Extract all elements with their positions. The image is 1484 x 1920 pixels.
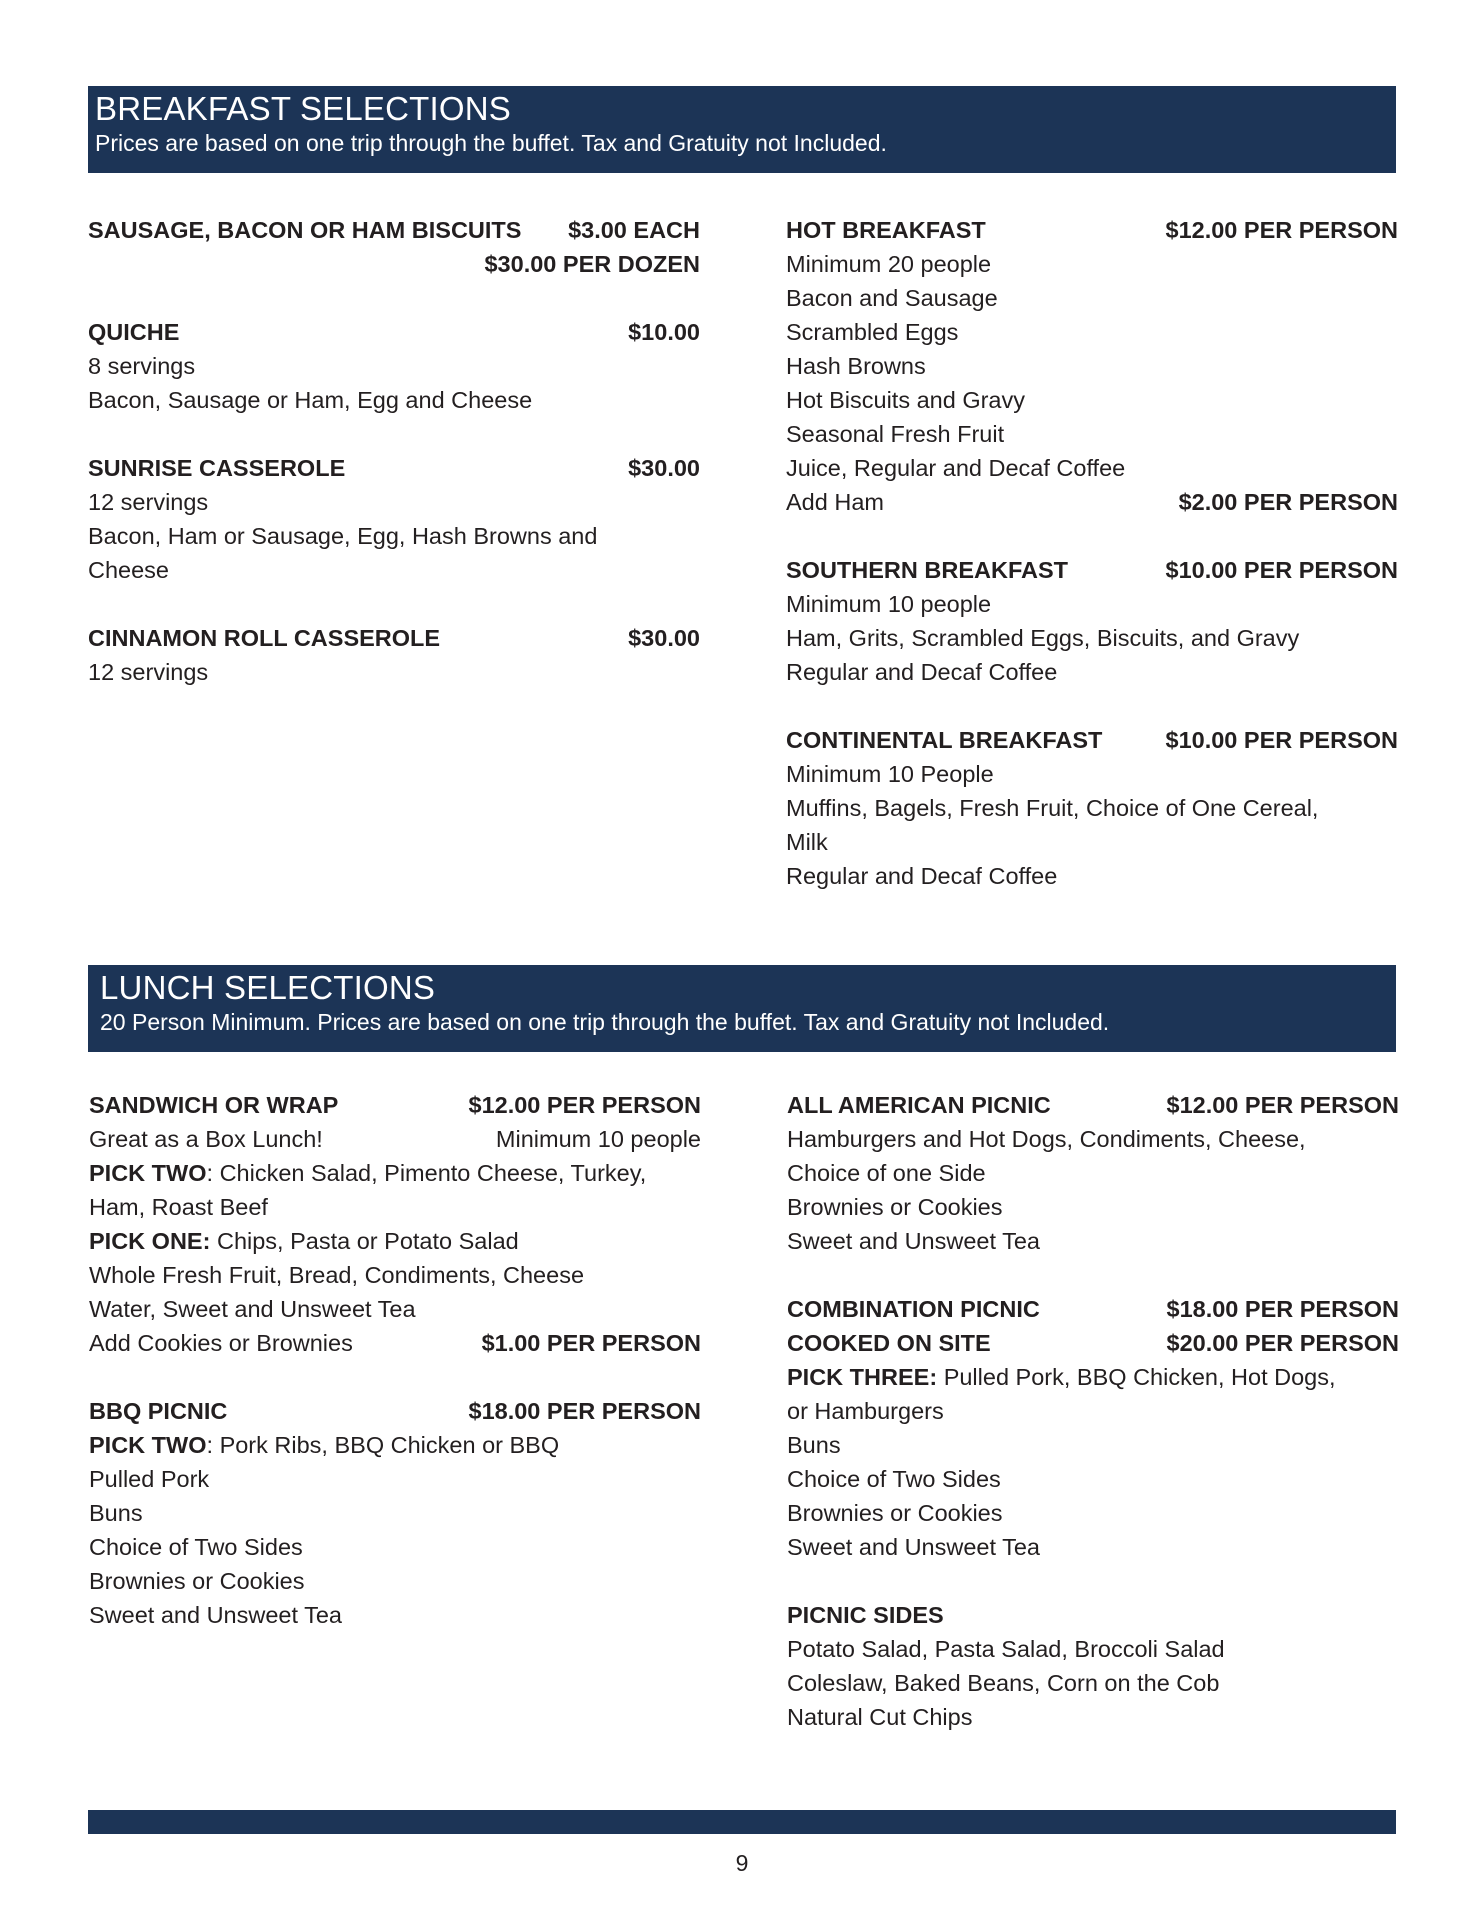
- pick-three-label: PICK THREE:: [787, 1364, 938, 1390]
- footer-bar: [88, 1810, 1396, 1834]
- item-line: Brownies or Cookies: [787, 1194, 1003, 1220]
- item-line: Buns: [89, 1500, 143, 1526]
- pick-three-line: [787, 1360, 1399, 1394]
- item-line: 12 servings: [88, 659, 209, 685]
- item-line: Buns: [787, 1432, 841, 1458]
- addon-price: $1.00 PER PERSON: [481, 1330, 701, 1356]
- item-line: Choice of one Side: [787, 1160, 986, 1186]
- item-name: COMBINATION PICNIC: [787, 1296, 1040, 1322]
- menu-item-cinnamon-casserole: [88, 621, 700, 689]
- item-line: Water, Sweet and Unsweet Tea: [89, 1296, 416, 1322]
- item-line: Ham, Grits, Scrambled Eggs, Biscuits, and Gravy: [786, 625, 1300, 651]
- item-line: Seasonal Fresh Fruit: [786, 421, 1005, 447]
- pick-three-text: Pulled Pork, BBQ Chicken, Hot Dogs,: [943, 1364, 1336, 1390]
- item-price-dozen: $30.00 PER DOZEN: [484, 251, 700, 277]
- item-price: $3.00 EACH: [568, 217, 700, 243]
- menu-item-continental-breakfast: [786, 723, 1398, 893]
- item-line: Hot Biscuits and Gravy: [786, 387, 1026, 413]
- breakfast-banner: [88, 86, 1396, 173]
- item-price: $18.00 PER PERSON: [1166, 1296, 1399, 1322]
- menu-item-biscuits: [88, 213, 700, 281]
- page-number: 9: [735, 1850, 749, 1876]
- item-line: Muffins, Bagels, Fresh Fruit, Choice of One Cereal,: [786, 795, 1319, 821]
- menu-item-sunrise-casserole: [88, 451, 700, 587]
- pick-two-line: PICK TWO: Chicken Salad, Pimento Cheese, Turkey,: [89, 1160, 647, 1186]
- menu-item-quiche: [88, 315, 700, 417]
- pick-two-text: Chicken Salad, Pimento Cheese, Turkey,: [219, 1160, 647, 1186]
- item-line: Juice, Regular and Decaf Coffee: [786, 455, 1126, 481]
- item-line: Brownies or Cookies: [787, 1500, 1003, 1526]
- item-name: ALL AMERICAN PICNIC: [787, 1092, 1051, 1118]
- pick-one-label: PICK ONE:: [89, 1228, 211, 1254]
- item-line: Sweet and Unsweet Tea: [787, 1534, 1041, 1560]
- item-price: $10.00 PER PERSON: [1165, 557, 1398, 583]
- item-price: $12.00 PER PERSON: [1166, 1092, 1399, 1118]
- item-line: or Hamburgers: [787, 1398, 944, 1424]
- item-line: Regular and Decaf Coffee: [786, 863, 1058, 889]
- item-price-cooked-on-site: $20.00 PER PERSON: [1166, 1330, 1399, 1356]
- item-line: Bacon, Ham or Sausage, Egg, Hash Browns and: [88, 523, 598, 549]
- breakfast-title: BREAKFAST SELECTIONS: [95, 90, 512, 127]
- item-name: QUICHE: [88, 319, 180, 345]
- breakfast-subtitle: Prices are based on one trip through the buffet. Tax and Gratuity not Included.: [95, 130, 887, 156]
- menu-item-all-american-picnic: [787, 1088, 1399, 1258]
- item-line: Regular and Decaf Coffee: [786, 659, 1058, 685]
- item-line: Minimum 10 people: [786, 591, 992, 617]
- breakfast-left-column: [88, 213, 700, 689]
- item-line: Choice of Two Sides: [787, 1466, 1001, 1492]
- menu-item-hot-breakfast: [786, 213, 1398, 519]
- addon-label: Add Ham: [786, 489, 884, 515]
- item-line: Hamburgers and Hot Dogs, Condiments, Cheese,: [787, 1126, 1306, 1152]
- lunch-subtitle: 20 Person Minimum. Prices are based on one trip through the buffet. Tax and Gratuity not Included.: [100, 1009, 1110, 1035]
- item-price: $18.00 PER PERSON: [468, 1398, 701, 1424]
- item-name: SOUTHERN BREAKFAST: [786, 557, 1069, 583]
- item-line: 12 servings: [88, 489, 209, 515]
- item-price: $12.00 PER PERSON: [1165, 217, 1398, 243]
- item-line: Coleslaw, Baked Beans, Corn on the Cob: [787, 1670, 1220, 1696]
- item-name: HOT BREAKFAST: [786, 217, 986, 243]
- item-line: Brownies or Cookies: [89, 1568, 305, 1594]
- item-name: SUNRISE CASSEROLE: [88, 455, 346, 481]
- item-name: CONTINENTAL BREAKFAST: [786, 727, 1103, 753]
- item-line: Natural Cut Chips: [787, 1704, 973, 1730]
- item-price: $10.00: [628, 319, 700, 345]
- pick-two-text: Pork Ribs, BBQ Chicken or BBQ: [219, 1432, 560, 1458]
- item-line: Whole Fresh Fruit, Bread, Condiments, Cheese: [89, 1262, 585, 1288]
- item-price: $30.00: [628, 455, 700, 481]
- menu-item-picnic-sides: [787, 1598, 1399, 1734]
- item-name: SANDWICH OR WRAP: [89, 1092, 339, 1118]
- item-line: Cheese: [88, 557, 169, 583]
- item-line: Sweet and Unsweet Tea: [89, 1602, 343, 1628]
- pick-one-text: Chips, Pasta or Potato Salad: [216, 1228, 519, 1254]
- menu-item-combination-picnic: [787, 1292, 1399, 1564]
- item-line: Bacon and Sausage: [786, 285, 998, 311]
- item-line: Bacon, Sausage or Ham, Egg and Cheese: [88, 387, 533, 413]
- addon-label: Add Cookies or Brownies: [89, 1330, 353, 1356]
- lunch-left-column: [89, 1088, 701, 1632]
- item-price: $30.00: [628, 625, 700, 651]
- item-note: Great as a Box Lunch!: [89, 1126, 323, 1152]
- lunch-title: LUNCH SELECTIONS: [100, 969, 436, 1006]
- item-price: $10.00 PER PERSON: [1165, 727, 1398, 753]
- item-line: Ham, Roast Beef: [89, 1194, 268, 1220]
- item-line: Potato Salad, Pasta Salad, Broccoli Salad: [787, 1636, 1225, 1662]
- item-name: PICNIC SIDES: [787, 1602, 944, 1628]
- item-name-cooked-on-site: COOKED ON SITE: [787, 1330, 991, 1356]
- item-line: Milk: [786, 829, 828, 855]
- item-line: Pulled Pork: [89, 1466, 210, 1492]
- item-line: Minimum 10 People: [786, 761, 994, 787]
- menu-item-southern-breakfast: [786, 553, 1398, 689]
- item-minimum: Minimum 10 people: [495, 1126, 701, 1152]
- item-price: $12.00 PER PERSON: [468, 1092, 701, 1118]
- item-line: 8 servings: [88, 353, 196, 379]
- item-line: Minimum 20 people: [786, 251, 992, 277]
- item-line: Scrambled Eggs: [786, 319, 959, 345]
- pick-two-label: PICK TWO: [89, 1432, 207, 1458]
- menu-item-bbq-picnic: [89, 1394, 701, 1632]
- item-name: BBQ PICNIC: [89, 1398, 228, 1424]
- pick-two-line: PICK TWO: Pork Ribs, BBQ Chicken or BBQ: [89, 1432, 560, 1458]
- lunch-banner: [88, 965, 1396, 1052]
- item-line: Sweet and Unsweet Tea: [787, 1228, 1041, 1254]
- menu-item-sandwich-or-wrap: [89, 1088, 701, 1360]
- addon-price: $2.00 PER PERSON: [1178, 489, 1398, 515]
- item-line: Choice of Two Sides: [89, 1534, 303, 1560]
- pick-one-line: [89, 1224, 701, 1258]
- lunch-right-column: [787, 1088, 1399, 1734]
- breakfast-right-column: [786, 213, 1398, 893]
- item-name: SAUSAGE, BACON OR HAM BISCUITS: [88, 217, 522, 243]
- pick-two-label: PICK TWO: [89, 1160, 207, 1186]
- item-name: CINNAMON ROLL CASSEROLE: [88, 625, 441, 651]
- item-line: Hash Browns: [786, 353, 926, 379]
